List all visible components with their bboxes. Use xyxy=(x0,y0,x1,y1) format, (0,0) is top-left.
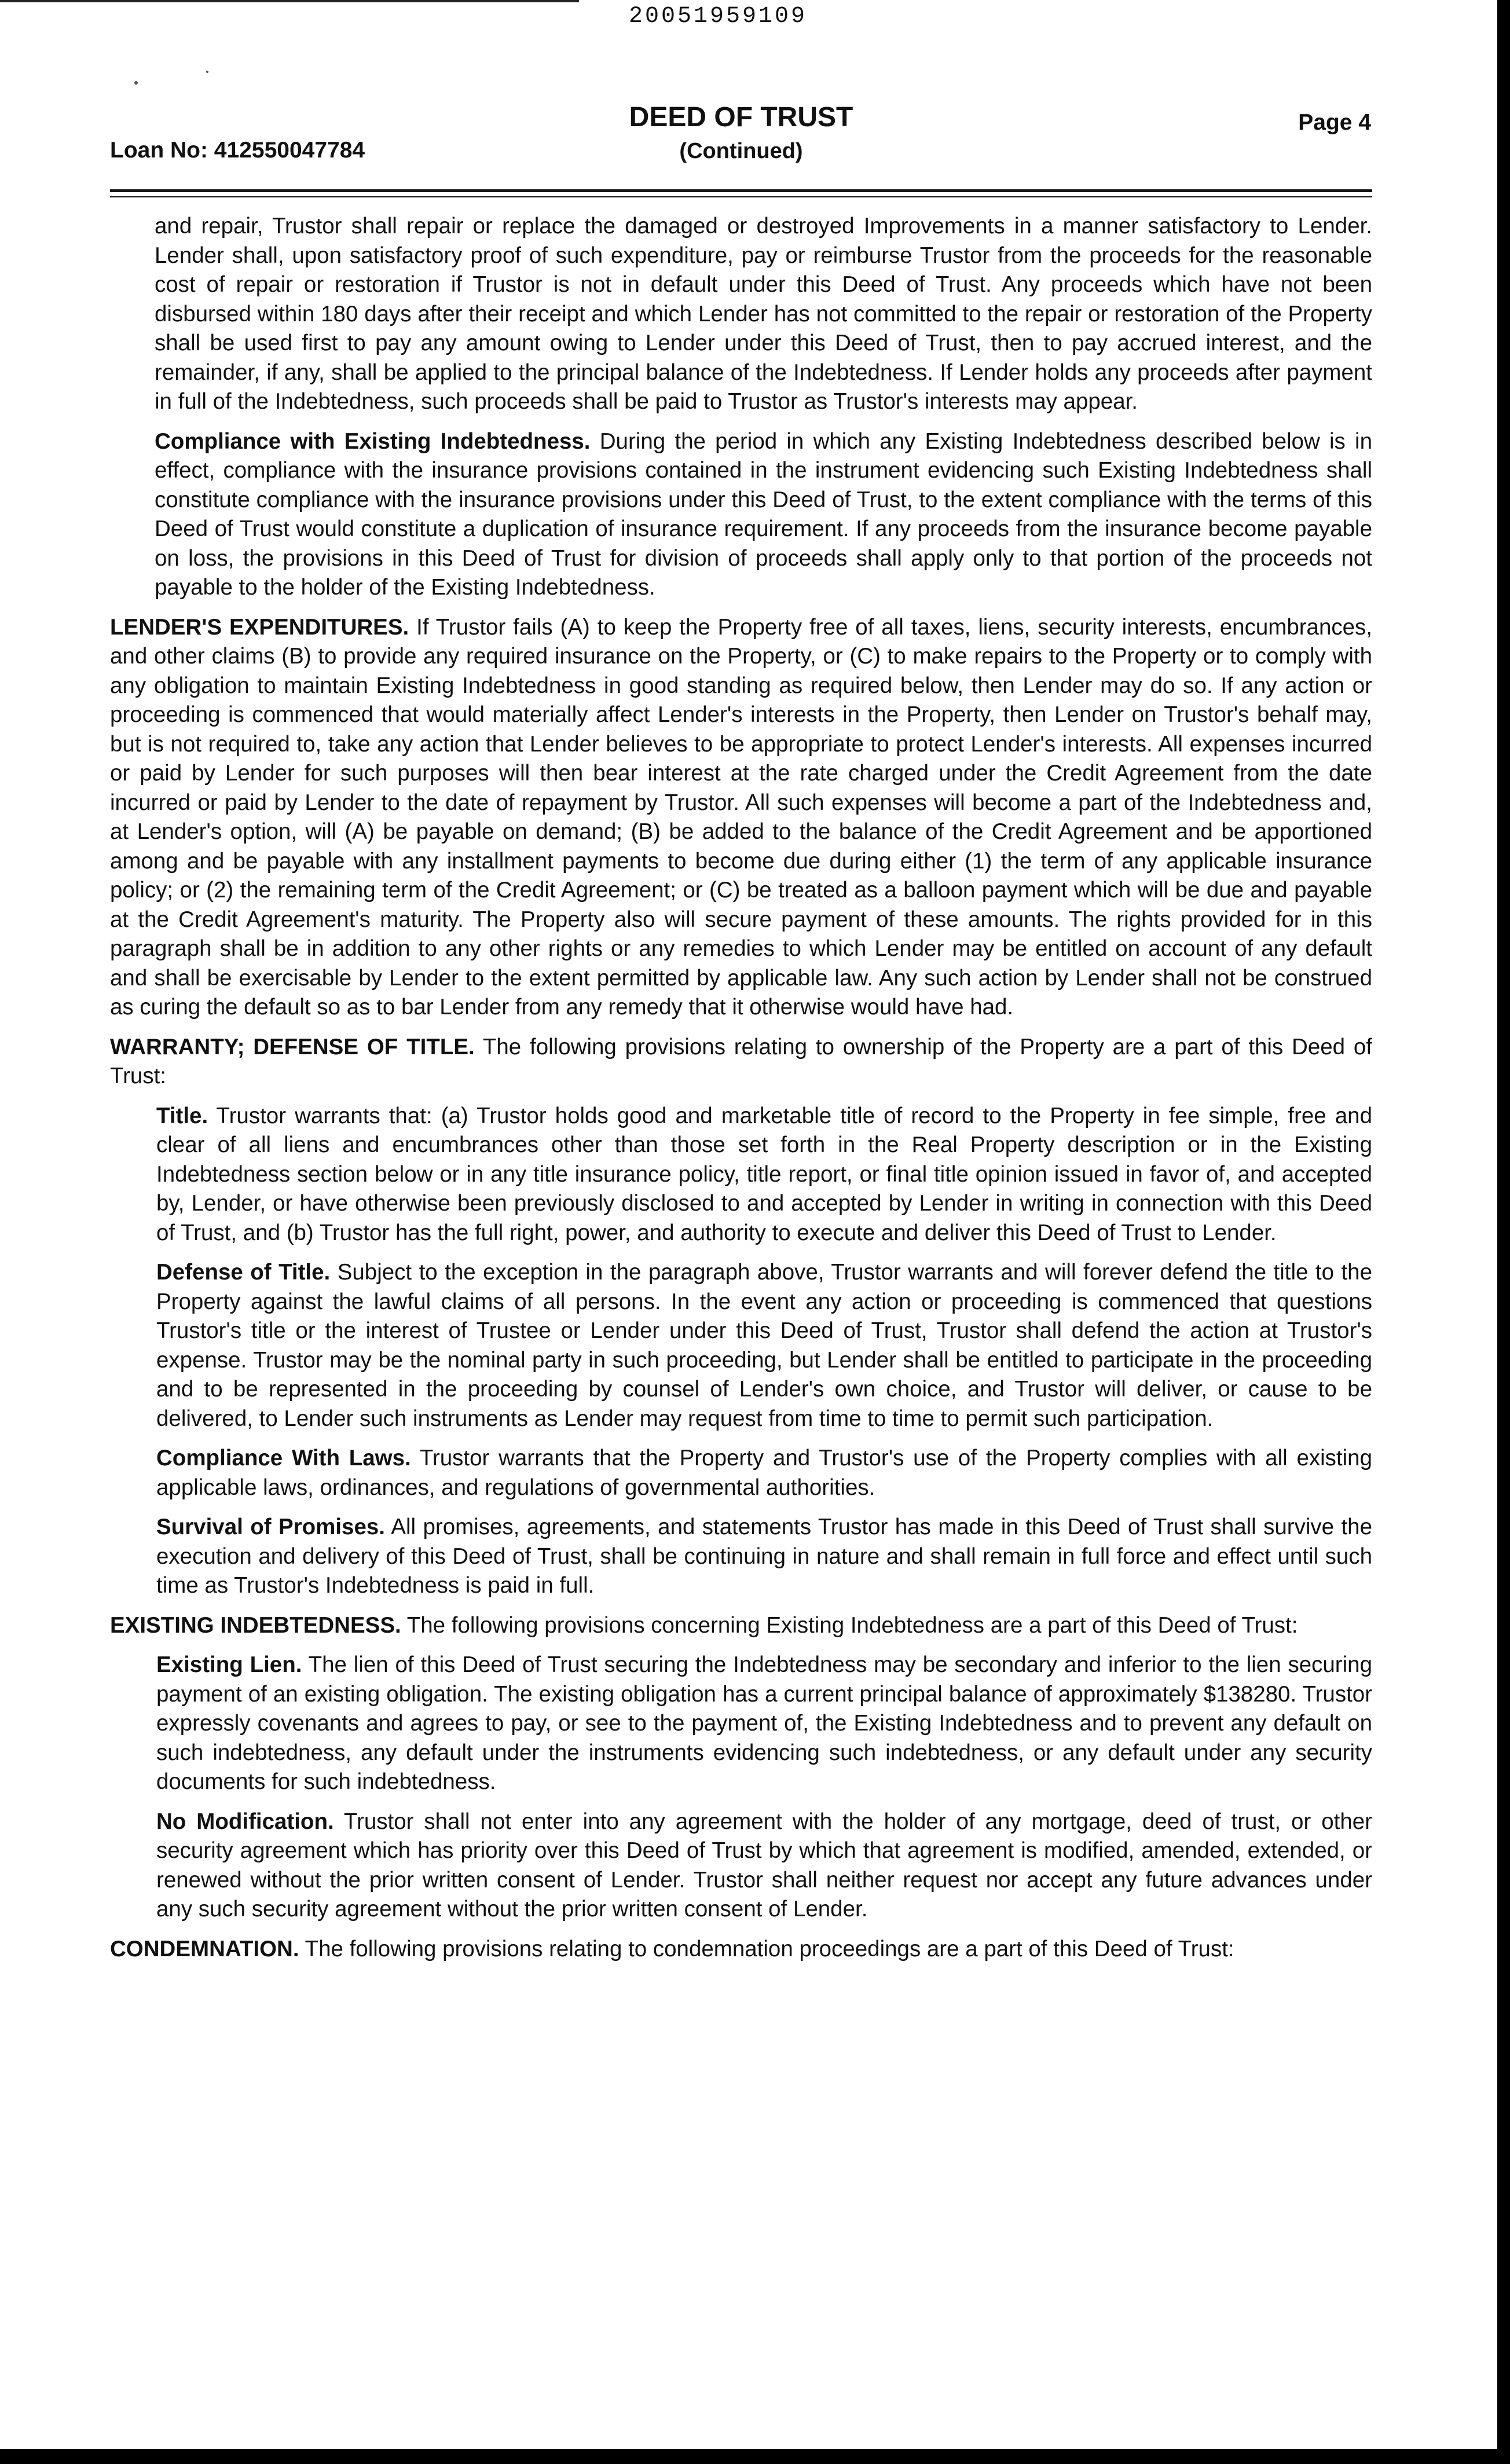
scan-top-rule xyxy=(0,0,579,2)
paragraph-text: Subject to the exception in the paragraph above, Trustor warrants and will forever defend the title to the Property against the lawful claims of all persons. In the event any action or proceeding is commenced that questions Trustor's title or the interest of Trustee or Lender under this Deed of Trust, Trustor shall defend the action at Trustor's expense. Trustor may be the nominal party in such proceeding, but Lender shall be entitled to participate in the proceeding and to be represented in the proceeding by counsel of Lender's own choice, and Trustor will deliver, or cause to be delivered, to Lender such instruments as Lender may request from time to time to permit such participation. xyxy=(156,1260,1373,1431)
paragraph-compliance-with-laws xyxy=(156,1444,1372,1502)
paragraph-lenders-expenditures xyxy=(110,613,1372,1022)
paragraph-heading: Title. xyxy=(156,1103,208,1128)
scan-speck xyxy=(134,81,138,85)
paragraph-existing-lien xyxy=(156,1651,1372,1797)
paragraph-title xyxy=(156,1102,1372,1248)
paragraph-repair-continued xyxy=(155,212,1372,417)
paragraph-warranty-defense-of-title xyxy=(110,1033,1372,1091)
header-rule-thin xyxy=(110,196,1372,197)
document-number: 20051959109 xyxy=(628,3,808,30)
paragraph-text: During the period in which any Existing Indebtedness described below is in effect, compliance with the insurance provisions contained in the instrument evidencing such Existing Indebtedness shall constitute compliance with the insurance provisions under this Deed of Trust, to the extent compliance with the terms of this Deed of Trust would constitute a duplication of insurance requirement. If any proceeds from the insurance become payable on loss, the provisions in this Deed of Trust for division of proceeds shall apply only to that portion of the proceeds not payable to the holder of the Existing Indebtedness. xyxy=(155,428,1372,600)
scan-border-right xyxy=(1497,0,1510,2464)
document-subtitle: (Continued) xyxy=(679,139,803,163)
paragraph-heading: Defense of Title. xyxy=(156,1260,331,1285)
document-title: DEED OF TRUST xyxy=(629,102,853,133)
paragraph-no-modification xyxy=(156,1807,1372,1924)
paragraph-text: Trustor warrants that the Property and Trustor's use of the Property complies with all existing applicable laws, ordinances, and regulations of governmental authorities. xyxy=(156,1446,1372,1500)
paragraph-survival-of-promises xyxy=(156,1513,1372,1601)
scan-speck xyxy=(206,71,208,73)
paragraph-text: Trustor warrants that: (a) Trustor holds good and marketable title of record to the Property in fee simple, free and clear of all liens and encumbrances other than those set forth in the Real Property description or in the Existing Indebtedness section below or in any title insurance policy, title report, or final title opinion issued in favor of, and accepted by, Lender, or have otherwise been previously disclosed to and accepted by Lender in writing in connection with this Deed of Trust, and (b) Trustor has the full right, power, and authority to execute and deliver this Deed of Trust to Lender. xyxy=(156,1103,1372,1245)
paragraph-text: Trustor shall not enter into any agreement with the holder of any mortgage, deed of trust, or other security agreement which has priority over this Deed of Trust by which that agreement is modified, amended, extended, or renewed without the prior written consent of Lender. Trustor shall neither request nor accept any future advances under any such security agreement without the prior written consent of Lender. xyxy=(156,1809,1372,1922)
paragraph-heading: WARRANTY; DEFENSE OF TITLE. xyxy=(110,1034,475,1059)
paragraph-heading: Compliance With Laws. xyxy=(156,1446,411,1471)
header-rule xyxy=(110,189,1372,192)
paragraph-heading: CONDEMNATION. xyxy=(110,1936,299,1961)
paragraph-compliance-existing-indebtedness xyxy=(155,427,1372,603)
paragraph-heading: Compliance with Existing Indebtedness. xyxy=(155,428,591,454)
paragraph-heading: No Modification. xyxy=(156,1809,334,1834)
page-number: Page 4 xyxy=(1298,110,1371,135)
paragraph-text: The following provisions relating to condemnation proceedings are a part of this Deed of Trust: xyxy=(305,1936,1234,1961)
paragraph-heading: EXISTING INDEBTEDNESS. xyxy=(110,1612,401,1638)
paragraph-heading: LENDER'S EXPENDITURES. xyxy=(110,614,409,640)
paragraph-text: The following provisions relating to ownership of the Property are a part of this Deed of Trust: xyxy=(110,1034,1372,1088)
paragraph-text: The lien of this Deed of Trust securing the Indebtedness may be secondary and inferior to the lien securing payment of an existing obligation. The existing obligation has a current principal balance of approximately $138280. Trustor expressly covenants and agrees to pay, or see to the payment of, the Existing Indebtedness and to prevent any default on such indebtedness, any default under the instruments evidencing such indebtedness, or any default under any security documents for such indebtedness. xyxy=(156,1652,1372,1794)
loan-number: Loan No: 412550047784 xyxy=(110,138,365,163)
paragraph-condemnation xyxy=(110,1935,1372,1964)
paragraph-text: The following provisions concerning Existing Indebtedness are a part of this Deed of Trust: xyxy=(406,1612,1298,1638)
paragraph-defense-of-title xyxy=(156,1258,1372,1433)
paragraph-heading: Existing Lien. xyxy=(156,1652,302,1677)
scan-border-bottom xyxy=(0,2449,1510,2464)
paragraph-text: and repair, Trustor shall repair or replace the damaged or destroyed Improvements in a manner satisfactory to Lender. Lender shall, upon satisfactory proof of such expenditure, pay or reimburse Trustor from the proceeds for the reasonable cost of repair or restoration if Trustor is not in default under this Deed of Trust. Any proceeds which have not been disbursed within 180 days after their receipt and which Lender has not committed to the repair or restoration of the Property shall be used first to pay any amount owing to Lender under this Deed of Trust, then to pay accrued interest, and the remainder, if any, shall be applied to the principal balance of the Indebtedness. If Lender holds any proceeds after payment in full of the Indebtedness, such proceeds shall be paid to Trustor as Trustor's interests may appear. xyxy=(155,214,1372,414)
paragraph-text: All promises, agreements, and statements Trustor has made in this Deed of Trust shall survive the execution and delivery of this Deed of Trust, shall be continuing in nature and shall remain in full force and effect until such time as Trustor's Indebtedness is paid in full. xyxy=(156,1515,1372,1598)
paragraph-text: If Trustor fails (A) to keep the Property free of all taxes, liens, security interests, encumbrances, and other claims (B) to provide any required insurance on the Property, or (C) to make repairs to the Property or to comply with any obligation to maintain Existing Indebtedness in good standing as required below, then Lender may do so. If any action or proceeding is commenced that would materially affect Lender's interests in the Property, then Lender on Trustor's behalf may, but is not required to, take any action that Lender believes to be appropriate to protect Lender's interests. All expenses incurred or paid by Lender for such purposes will then bear interest at the rate charged under the Credit Agreement from the date incurred or paid by Lender to the date of repayment by Trustor. All such expenses will become a part of the Indebtedness and, at Lender's option, will (A) be payable on demand; (B) be added to the balance of the Credit Agreement and be apportioned among and be payable with any installment payments to become due during either (1) the term of any applicable insurance policy; or (2) the remaining term of the Credit Agreement; or (C) be treated as a balloon payment which will be due and payable at the Credit Agreement's maturity. The Property also will secure payment of these amounts. The rights provided for in this paragraph shall be in addition to any other rights or any remedies to which Lender may be entitled on account of any default and shall be exercisable by Lender to the extent permitted by applicable law. Any such action by Lender shall not be construed as curing the default so as to bar Lender from any remedy that it otherwise would have had. xyxy=(110,614,1372,1020)
paragraph-heading: Survival of Promises. xyxy=(156,1515,385,1539)
document-body xyxy=(110,212,1372,1974)
paragraph-existing-indebtedness xyxy=(110,1611,1372,1641)
